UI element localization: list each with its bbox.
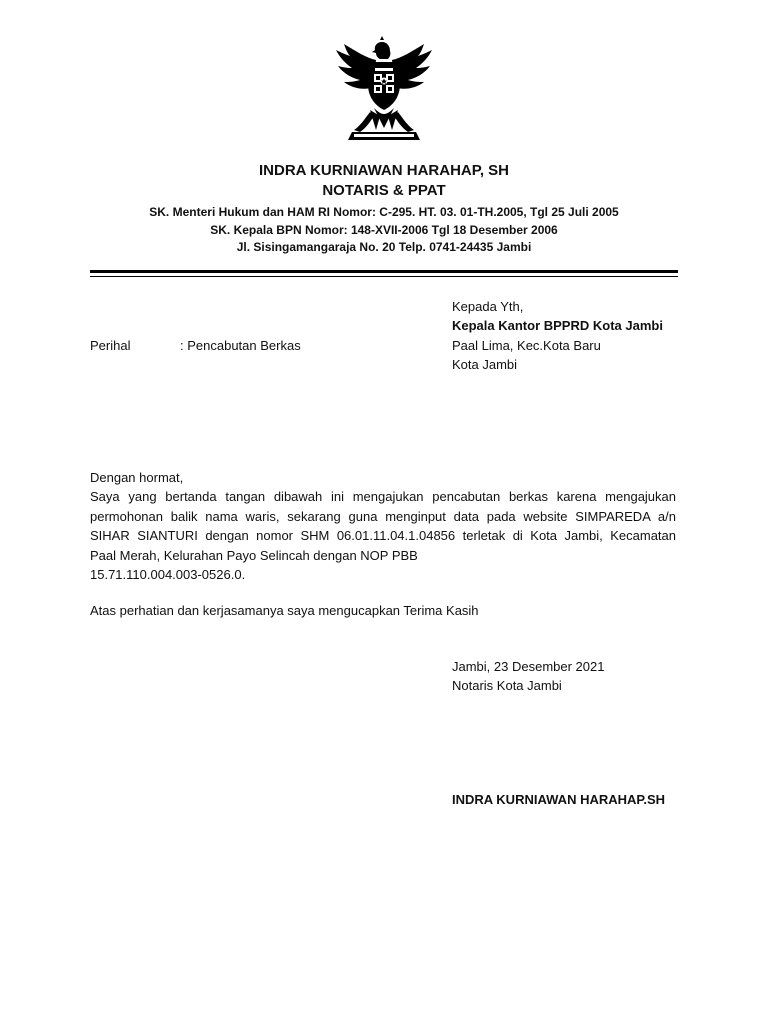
signer-name: INDRA KURNIAWAN HARAHAP.SH [452,792,666,807]
letter-closing: Atas perhatian dan kerjasamanya saya mengucapkan Terima Kasih [90,603,479,618]
subject-label: Perihal [90,338,131,353]
letter-body-paragraph [90,487,676,585]
body-line: SIHAR SIANTURI dengan nomor SHM 06.01.11.04.1.04856 terletak di Kota Jambi, Kecamatan [90,528,676,543]
recipient-name: Kepala Kantor BPPRD Kota Jambi [452,318,663,333]
recipient-city: Kota Jambi [452,357,518,372]
notary-title-heading: NOTARIS & PPAT [322,182,446,199]
letterhead-divider-thick [90,270,678,273]
letter-greeting: Dengan hormat, [90,470,184,485]
body-line: Paal Merah, Kelurahan Payo Selincah dengan NOP PBB [90,547,418,563]
subject-value: : Pencabutan Berkas [180,338,301,353]
signer-position: Notaris Kota Jambi [452,678,562,693]
body-line: Saya yang bertanda tangan dibawah ini mengajukan pencabutan berkas karena mengajukan [90,489,676,504]
body-line: permohonan balik nama waris, sekarang guna menginput data pada website SIMPAREDA a/n [90,508,676,524]
office-address: Jl. Sisingamangaraja No. 20 Telp. 0741-24435 Jambi [236,240,532,254]
body-line: 15.71.110.004.003-0526.0. [90,567,246,582]
decree-line-2: SK. Kepala BPN Nomor: 148-XVII-2006 Tgl 18 Desember 2006 [210,223,558,237]
decree-line-1: SK. Menteri Hukum dan HAM RI Nomor: C-295. HT. 03. 01-TH.2005, Tgl 25 Juli 2005 [149,205,619,219]
recipient-salutation: Kepada Yth, [452,299,524,314]
recipient-street: Paal Lima, Kec.Kota Baru [452,338,601,353]
place-and-date: Jambi, 23 Desember 2021 [452,659,605,674]
letterhead-divider-thin [90,276,678,277]
garuda-emblem-icon [330,36,438,144]
notary-name-heading: INDRA KURNIAWAN HARAHAP, SH [258,162,509,179]
